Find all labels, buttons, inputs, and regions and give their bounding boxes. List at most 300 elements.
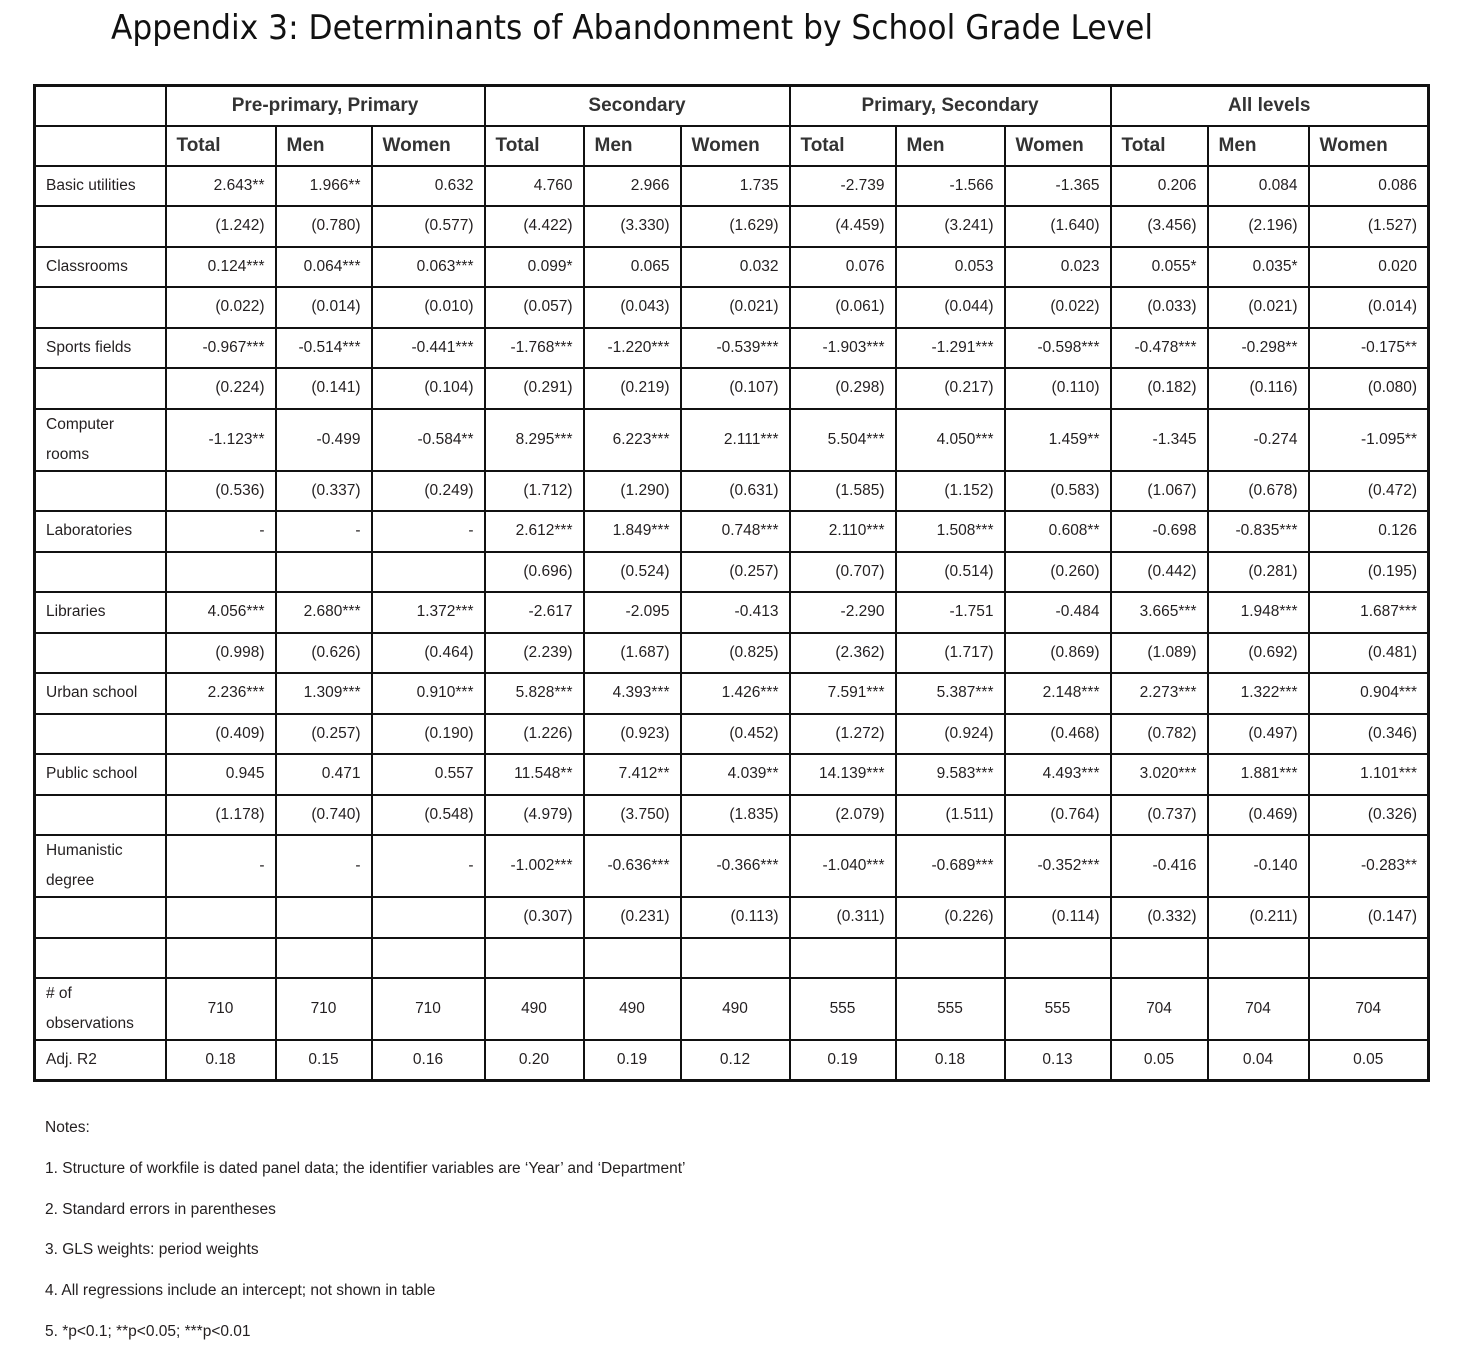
std-error-cell: (0.190) [372,714,485,755]
stat-cell: 710 [166,978,276,1040]
stat-cell: 0.16 [372,1040,485,1081]
coefficient-cell [790,938,896,979]
coefficient-cell: -1.566 [896,166,1005,207]
coefficient-row [35,166,1429,207]
coefficient-cell: -2.739 [790,166,896,207]
coefficient-cell [681,938,790,979]
stat-cell: 490 [584,978,681,1040]
coefficient-cell [166,938,276,979]
coefficient-cell: 1.426*** [681,673,790,714]
coefficient-cell: 1.687*** [1309,592,1429,633]
column-header: Men [584,126,681,166]
group-header: Secondary [485,86,790,126]
std-error-cell: (0.141) [276,368,372,409]
notes [45,1118,685,1363]
std-error-cell: (0.337) [276,471,372,512]
row-label [35,287,166,328]
coefficient-row [35,247,1429,288]
std-error-cell: (0.014) [1309,287,1429,328]
coefficient-cell: 14.139*** [790,754,896,795]
stat-cell: 0.19 [584,1040,681,1081]
column-header: Total [166,126,276,166]
std-error-cell: (1.717) [896,633,1005,674]
std-error-cell: (0.104) [372,368,485,409]
coefficient-cell: 0.124*** [166,247,276,288]
std-error-cell: (0.782) [1111,714,1208,755]
column-header: Total [1111,126,1208,166]
coefficient-cell: -0.835*** [1208,511,1309,552]
coefficient-cell: 0.023 [1005,247,1111,288]
std-error-cell: (0.409) [166,714,276,755]
coefficient-cell: 4.056*** [166,592,276,633]
std-error-cell: (3.750) [584,795,681,836]
coefficient-cell: 0.206 [1111,166,1208,207]
std-error-cell: (4.979) [485,795,584,836]
row-label [35,368,166,409]
coefficient-cell [896,938,1005,979]
column-header: Women [372,126,485,166]
row-label [35,795,166,836]
std-error-cell: (0.281) [1208,552,1309,593]
coefficient-cell: -0.584** [372,409,485,471]
std-error-row [35,368,1429,409]
coefficient-cell [1309,938,1429,979]
coefficient-cell: -0.298** [1208,328,1309,369]
corner-cell [35,126,166,166]
std-error-cell: (0.257) [276,714,372,755]
note-item: 4. All regressions include an intercept; not shown in table [45,1282,436,1300]
std-error-cell: (0.249) [372,471,485,512]
std-error-cell: (0.326) [1309,795,1429,836]
coefficient-cell: -2.095 [584,592,681,633]
coefficient-cell: 0.608** [1005,511,1111,552]
std-error-cell: (0.869) [1005,633,1111,674]
std-error-cell: (1.712) [485,471,584,512]
coefficient-cell: 0.076 [790,247,896,288]
std-error-cell: (1.511) [896,795,1005,836]
std-error-row [35,552,1429,593]
coefficient-cell [485,938,584,979]
column-header: Men [276,126,372,166]
coefficient-row [35,835,1429,897]
coefficient-cell: 0.055* [1111,247,1208,288]
stat-cell: 704 [1208,978,1309,1040]
coefficient-cell: 1.508*** [896,511,1005,552]
std-error-cell [166,897,276,938]
coefficient-cell: 7.412** [584,754,681,795]
coefficient-cell: 2.110*** [790,511,896,552]
coefficient-cell: -0.416 [1111,835,1208,897]
std-error-cell: (0.057) [485,287,584,328]
stat-cell: 555 [896,978,1005,1040]
std-error-cell: (1.640) [1005,206,1111,247]
std-error-cell: (1.835) [681,795,790,836]
row-label [35,206,166,247]
std-error-cell: (0.740) [276,795,372,836]
std-error-cell: (0.114) [1005,897,1111,938]
stat-cell: 0.19 [790,1040,896,1081]
coefficient-cell: -0.441*** [372,328,485,369]
coefficient-cell: 1.372*** [372,592,485,633]
std-error-cell: (0.226) [896,897,1005,938]
std-error-cell: (0.536) [166,471,276,512]
coefficient-cell: -0.698 [1111,511,1208,552]
std-error-cell: (0.307) [485,897,584,938]
std-error-cell: (0.080) [1309,368,1429,409]
corner-cell [35,86,166,126]
coefficient-cell: -1.002*** [485,835,584,897]
coefficient-cell: 2.236*** [166,673,276,714]
std-error-cell: (0.231) [584,897,681,938]
stat-cell: 490 [681,978,790,1040]
coefficient-cell: 1.735 [681,166,790,207]
coefficient-cell: 2.612*** [485,511,584,552]
coefficient-cell: 4.760 [485,166,584,207]
coefficient-cell: 1.322*** [1208,673,1309,714]
coefficient-cell: 2.643** [166,166,276,207]
std-error-cell: (0.514) [896,552,1005,593]
std-error-cell: (0.195) [1309,552,1429,593]
coefficient-cell: - [372,511,485,552]
std-error-row [35,206,1429,247]
coefficient-cell: -1.768*** [485,328,584,369]
coefficient-cell [584,938,681,979]
coefficient-cell: 4.050*** [896,409,1005,471]
coefficient-cell: 0.086 [1309,166,1429,207]
coefficient-cell: -1.095** [1309,409,1429,471]
coefficient-cell: - [276,835,372,897]
coefficient-cell: 0.065 [584,247,681,288]
std-error-cell: (0.107) [681,368,790,409]
std-error-cell: (0.998) [166,633,276,674]
std-error-cell: (0.442) [1111,552,1208,593]
std-error-cell: (0.780) [276,206,372,247]
group-header: Pre-primary, Primary [166,86,485,126]
stat-cell: 0.18 [166,1040,276,1081]
std-error-cell [166,552,276,593]
coefficient-cell: -1.040*** [790,835,896,897]
std-error-row [35,897,1429,938]
coefficient-cell: 11.548** [485,754,584,795]
std-error-cell: (2.362) [790,633,896,674]
coefficient-row [35,754,1429,795]
std-error-cell: (2.196) [1208,206,1309,247]
coefficient-cell [1208,938,1309,979]
stat-cell: 0.18 [896,1040,1005,1081]
coefficient-cell: -0.484 [1005,592,1111,633]
coefficient-cell [372,938,485,979]
std-error-cell: (0.825) [681,633,790,674]
coefficient-cell: 1.881*** [1208,754,1309,795]
coefficient-cell: 0.945 [166,754,276,795]
std-error-cell: (1.242) [166,206,276,247]
std-error-cell: (3.330) [584,206,681,247]
column-header: Women [1005,126,1111,166]
coefficient-cell: 9.583*** [896,754,1005,795]
coefficient-cell: 3.665*** [1111,592,1208,633]
coefficient-cell: 1.309*** [276,673,372,714]
coefficient-cell: - [166,835,276,897]
row-label: Sports fields [35,328,166,369]
std-error-cell: (1.089) [1111,633,1208,674]
std-error-cell: (1.272) [790,714,896,755]
std-error-cell: (0.924) [896,714,1005,755]
std-error-cell: (0.469) [1208,795,1309,836]
row-label: Classrooms [35,247,166,288]
row-label [35,471,166,512]
stat-cell: 0.15 [276,1040,372,1081]
std-error-cell: (0.497) [1208,714,1309,755]
std-error-cell: (1.178) [166,795,276,836]
coefficient-cell: -0.499 [276,409,372,471]
row-label [35,897,166,938]
coefficient-cell: 0.126 [1309,511,1429,552]
coefficient-cell: -1.291*** [896,328,1005,369]
coefficient-cell: - [372,835,485,897]
coefficient-cell: 6.223*** [584,409,681,471]
notes-heading: Notes: [45,1119,90,1136]
row-label: Urban school [35,673,166,714]
coefficient-cell: -1.345 [1111,409,1208,471]
std-error-row [35,287,1429,328]
coefficient-cell: 0.020 [1309,247,1429,288]
coefficient-cell: 5.387*** [896,673,1005,714]
coefficient-cell: -0.283** [1309,835,1429,897]
stat-cell: 0.12 [681,1040,790,1081]
stat-cell: 704 [1309,978,1429,1040]
row-label: Libraries [35,592,166,633]
std-error-cell [372,897,485,938]
std-error-cell [276,552,372,593]
std-error-cell [276,897,372,938]
page-title: Appendix 3: Determinants of Abandonment by School Grade Level [111,8,1154,48]
coefficient-cell: -0.274 [1208,409,1309,471]
note-item: 3. GLS weights: period weights [45,1241,259,1259]
std-error-cell: (0.464) [372,633,485,674]
std-error-cell: (0.021) [681,287,790,328]
std-error-cell: (0.332) [1111,897,1208,938]
std-error-cell: (0.224) [166,368,276,409]
coefficient-cell: 0.032 [681,247,790,288]
group-header: All levels [1111,86,1429,126]
std-error-cell: (0.116) [1208,368,1309,409]
coefficient-cell: -0.598*** [1005,328,1111,369]
row-label: Laboratories [35,511,166,552]
std-error-cell: (0.923) [584,714,681,755]
column-header: Women [681,126,790,166]
std-error-cell: (0.472) [1309,471,1429,512]
std-error-row [35,633,1429,674]
std-error-cell: (1.290) [584,471,681,512]
coefficient-cell: 0.632 [372,166,485,207]
coefficient-cell: 4.039** [681,754,790,795]
std-error-cell: (0.707) [790,552,896,593]
stat-cell: 710 [372,978,485,1040]
std-error-cell: (0.696) [485,552,584,593]
std-error-cell: (0.692) [1208,633,1309,674]
coefficient-cell: -0.140 [1208,835,1309,897]
std-error-row [35,795,1429,836]
note-item: 5. *p<0.1; **p<0.05; ***p<0.01 [45,1322,251,1340]
column-header: Total [790,126,896,166]
std-error-cell: (1.067) [1111,471,1208,512]
stat-row [35,1040,1429,1081]
std-error-cell: (0.113) [681,897,790,938]
stat-cell: 0.04 [1208,1040,1309,1081]
coefficient-cell: - [276,511,372,552]
coefficient-cell: 0.084 [1208,166,1309,207]
coefficient-row [35,673,1429,714]
row-label: Basic utilities [35,166,166,207]
coefficient-cell: 0.557 [372,754,485,795]
std-error-cell: (0.678) [1208,471,1309,512]
row-label [35,633,166,674]
std-error-cell: (0.583) [1005,471,1111,512]
coefficient-cell: 8.295*** [485,409,584,471]
coefficient-cell: -1.123** [166,409,276,471]
regression-table [33,84,1430,1082]
column-header: Women [1309,126,1429,166]
std-error-cell: (1.687) [584,633,681,674]
group-header: Primary, Secondary [790,86,1111,126]
coefficient-cell: 0.099* [485,247,584,288]
std-error-cell: (0.110) [1005,368,1111,409]
std-error-cell: (0.577) [372,206,485,247]
std-error-cell: (3.241) [896,206,1005,247]
std-error-cell: (0.022) [1005,287,1111,328]
coefficient-cell: 5.504*** [790,409,896,471]
column-header: Men [896,126,1005,166]
coefficient-cell: 4.393*** [584,673,681,714]
coefficient-cell: -0.352*** [1005,835,1111,897]
std-error-cell: (0.524) [584,552,681,593]
std-error-cell: (0.764) [1005,795,1111,836]
std-error-cell: (0.044) [896,287,1005,328]
stat-cell: 704 [1111,978,1208,1040]
std-error-cell: (4.422) [485,206,584,247]
coefficient-cell: -2.290 [790,592,896,633]
subheader-row [35,126,1429,166]
std-error-cell: (0.211) [1208,897,1309,938]
std-error-cell: (0.014) [276,287,372,328]
row-label [35,714,166,755]
stat-cell: 555 [790,978,896,1040]
coefficient-cell: 2.680*** [276,592,372,633]
std-error-cell: (0.311) [790,897,896,938]
coefficient-cell: -0.636*** [584,835,681,897]
stat-row [35,978,1429,1040]
coefficient-cell: 0.064*** [276,247,372,288]
stat-cell: 0.05 [1309,1040,1429,1081]
std-error-cell: (0.217) [896,368,1005,409]
std-error-cell: (0.346) [1309,714,1429,755]
group-header-row [35,86,1429,126]
std-error-cell: (0.291) [485,368,584,409]
row-label: # of observations [35,978,166,1040]
std-error-cell: (1.527) [1309,206,1429,247]
std-error-cell: (0.548) [372,795,485,836]
std-error-cell: (0.022) [166,287,276,328]
std-error-cell: (2.079) [790,795,896,836]
coefficient-cell: 0.748*** [681,511,790,552]
coefficient-row [35,592,1429,633]
row-label [35,552,166,593]
coefficient-cell: 2.111*** [681,409,790,471]
coefficient-cell: -0.478*** [1111,328,1208,369]
coefficient-cell [276,938,372,979]
std-error-cell: (0.033) [1111,287,1208,328]
coefficient-cell: -2.617 [485,592,584,633]
coefficient-cell [1111,938,1208,979]
row-label: Public school [35,754,166,795]
stat-cell: 0.13 [1005,1040,1111,1081]
coefficient-cell: 0.910*** [372,673,485,714]
coefficient-cell: -0.539*** [681,328,790,369]
std-error-cell: (0.260) [1005,552,1111,593]
std-error-cell: (0.452) [681,714,790,755]
coefficient-cell: 7.591*** [790,673,896,714]
std-error-cell: (2.239) [485,633,584,674]
std-error-cell: (0.631) [681,471,790,512]
coefficient-cell: 4.493*** [1005,754,1111,795]
coefficient-cell: -0.175** [1309,328,1429,369]
coefficient-row [35,511,1429,552]
coefficient-cell: 0.035* [1208,247,1309,288]
std-error-cell: (0.257) [681,552,790,593]
row-label: Humanistic degree [35,835,166,897]
column-header: Total [485,126,584,166]
std-error-cell: (0.219) [584,368,681,409]
row-label: Adj. R2 [35,1040,166,1081]
std-error-row [35,471,1429,512]
coefficient-cell: 0.053 [896,247,1005,288]
coefficient-cell: 0.904*** [1309,673,1429,714]
coefficient-cell: -1.751 [896,592,1005,633]
stat-cell: 710 [276,978,372,1040]
std-error-cell: (0.061) [790,287,896,328]
coefficient-cell: -0.366*** [681,835,790,897]
std-error-cell: (4.459) [790,206,896,247]
coefficient-cell: -1.220*** [584,328,681,369]
coefficient-cell: -1.365 [1005,166,1111,207]
row-label: Computer rooms [35,409,166,471]
row-label [35,938,166,979]
std-error-row [35,714,1429,755]
coefficient-cell: -0.514*** [276,328,372,369]
coefficient-row [35,328,1429,369]
coefficient-cell: 1.101*** [1309,754,1429,795]
std-error-cell: (1.226) [485,714,584,755]
std-error-cell: (0.468) [1005,714,1111,755]
coefficient-cell [1005,938,1111,979]
stat-cell: 490 [485,978,584,1040]
coefficient-cell: -0.413 [681,592,790,633]
std-error-cell [372,552,485,593]
coefficient-cell: 2.148*** [1005,673,1111,714]
stat-cell: 555 [1005,978,1111,1040]
coefficient-cell: 1.459** [1005,409,1111,471]
note-item: 1. Structure of workfile is dated panel data; the identifier variables are ‘Year’ and ‘Department’ [45,1159,686,1177]
std-error-cell: (0.182) [1111,368,1208,409]
column-header: Men [1208,126,1309,166]
std-error-cell: (0.481) [1309,633,1429,674]
std-error-cell: (0.043) [584,287,681,328]
std-error-cell: (0.626) [276,633,372,674]
stat-cell: 0.05 [1111,1040,1208,1081]
coefficient-cell: 2.273*** [1111,673,1208,714]
coefficient-cell: -0.689*** [896,835,1005,897]
coefficient-cell: -1.903*** [790,328,896,369]
